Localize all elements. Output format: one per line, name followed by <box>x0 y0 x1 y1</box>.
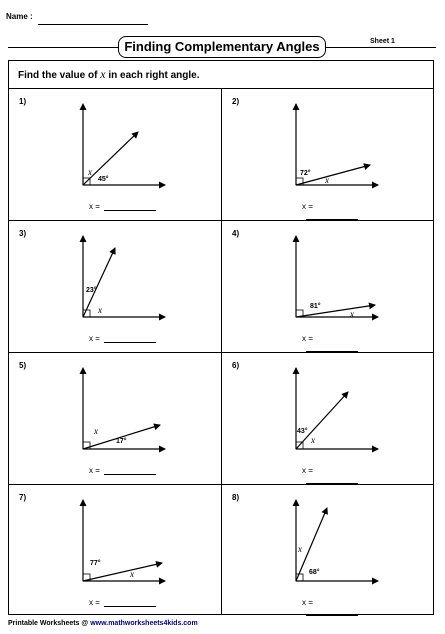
instructions-suffix: in each right angle. <box>108 70 200 81</box>
given-angle-label: 72° <box>300 170 311 177</box>
given-angle-label: 23° <box>86 287 97 294</box>
given-angle-label: 77° <box>90 560 101 567</box>
problem-number: 6) <box>232 361 240 370</box>
unknown-angle-label: x <box>350 309 354 319</box>
given-angle-label: 17° <box>116 438 127 445</box>
unknown-angle-label: x <box>130 569 134 579</box>
page-title: Finding Complementary Angles <box>118 36 326 58</box>
answer-label: x = <box>89 334 100 343</box>
given-angle-label: 45° <box>98 176 109 183</box>
sheet-label: Sheet 1 <box>370 38 395 45</box>
problem-number: 4) <box>232 229 240 238</box>
answer-label: x = <box>302 202 313 211</box>
problem-number: 7) <box>19 493 27 502</box>
problem-number: 1) <box>19 97 27 106</box>
unknown-angle-label: x <box>88 167 92 177</box>
answer-label: x = <box>89 202 100 211</box>
name-label: Name : <box>6 12 33 21</box>
given-angle-label: 43° <box>297 428 308 435</box>
unknown-angle-label: x <box>98 305 102 315</box>
answer-label: x = <box>302 466 313 475</box>
given-angle-label: 68° <box>309 569 320 576</box>
answer-label: x = <box>89 466 100 475</box>
answer-label: x = <box>302 598 313 607</box>
answer-blank[interactable] <box>306 615 358 616</box>
unknown-angle-label: x <box>311 435 315 445</box>
unknown-angle-label: x <box>325 175 329 185</box>
instructions-variable: x <box>100 67 106 81</box>
footer <box>8 620 198 627</box>
unknown-angle-label: x <box>94 426 98 436</box>
answer-row <box>302 598 358 616</box>
problem-number: 8) <box>232 493 240 502</box>
footer-brand[interactable]: www.mathworksheets4kids.com <box>90 620 198 627</box>
given-angle-label: 81° <box>310 303 321 310</box>
unknown-angle-label: x <box>298 544 302 554</box>
problem-number: 2) <box>232 97 240 106</box>
footer-prefix: Printable Worksheets @ <box>8 620 89 627</box>
problem-number: 5) <box>19 361 27 370</box>
answer-label: x = <box>302 334 313 343</box>
answer-label: x = <box>89 598 100 607</box>
problem-number: 3) <box>19 229 27 238</box>
instructions-prefix: Find the value of <box>18 70 98 81</box>
